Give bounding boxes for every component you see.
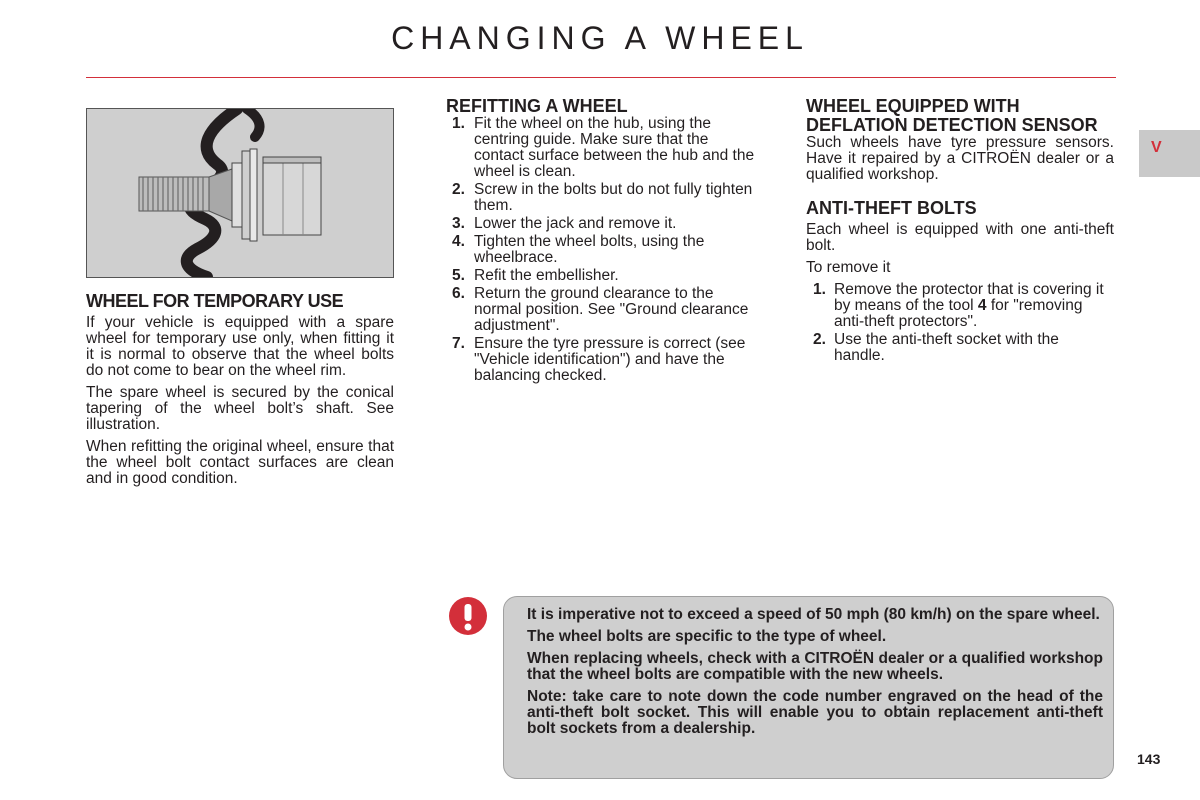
exclamation-warning-icon — [449, 597, 487, 635]
warning-box — [503, 596, 1114, 779]
warning-paragraph: It is imperative not to exceed a speed of 50 mph (80 km/h) on the spare wheel. — [527, 606, 1100, 623]
heading-deflation-sensor: WHEEL EQUIPPED WITH DEFLATION DETECTION SENSOR — [806, 96, 1098, 135]
chapter-tab[interactable] — [1139, 130, 1200, 177]
list-item: 7. Ensure the tyre pressure is correct (see "Vehicle identification") and have the balancing checked. — [452, 335, 746, 384]
chapter-tab-label: V — [1151, 139, 1162, 156]
list-item: 1. Remove the protector that is covering it by means of the tool 4 for "removing anti-theft protectors". — [813, 281, 1104, 330]
refitting-steps — [446, 116, 762, 384]
paragraph: To remove it — [806, 259, 891, 276]
list-item: 1. Fit the wheel on the hub, using the centring guide. Make sure that the contact surface between the hub and the wheel is clean. — [452, 115, 755, 180]
paragraph: If your vehicle is equipped with a spare wheel for temporary use only, when fitting it it is normal to observe that the wheel bolts do not come to bear on the wheel rim. — [86, 314, 394, 379]
list-item: 2. Use the anti-theft socket with the handle. — [813, 331, 1059, 364]
anti-theft-steps — [806, 282, 1114, 364]
page-number: 143 — [1137, 751, 1161, 767]
list-item: 3. Lower the jack and remove it. — [452, 215, 677, 232]
paragraph: Such wheels have tyre pressure sensors. Have it repaired by a CITROËN dealer or a qualified workshop. — [806, 134, 1114, 183]
wheel-bolt-icon — [87, 109, 393, 277]
warning-paragraph: When replacing wheels, check with a CITROËN dealer or a qualified workshop that the wheel bolts are compatible with the new wheels. — [527, 650, 1103, 683]
column-sensor-antitheft — [806, 97, 1114, 366]
heading-refitting: REFITTING A WHEEL — [446, 96, 628, 116]
list-item: 5. Refit the embellisher. — [452, 267, 619, 284]
paragraph: The spare wheel is secured by the conical tapering of the wheel bolt’s shaft. See illustration. — [86, 384, 394, 433]
column-refitting — [446, 97, 762, 386]
paragraph: Each wheel is equipped with one anti-theft bolt. — [806, 221, 1114, 254]
list-item: 6. Return the ground clearance to the normal position. See "Ground clearance adjustment". — [452, 285, 749, 334]
list-item: 4. Tighten the wheel bolts, using the wheelbrace. — [452, 233, 705, 266]
heading-anti-theft: ANTI-THEFT BOLTS — [806, 198, 977, 218]
warning-paragraph: Note: take care to note down the code number engraved on the head of the anti-theft bolt socket. This will enable you to obtain replacement anti-theft bolt sockets from a dealership. — [527, 688, 1103, 737]
warning-paragraph: The wheel bolts are specific to the type of wheel. — [527, 628, 887, 645]
wheel-bolt-illustration — [86, 108, 394, 278]
page-title: CHANGING A WHEEL — [391, 20, 809, 56]
heading-temporary-wheel: WHEEL FOR TEMPORARY USE — [86, 291, 344, 311]
title-divider — [86, 77, 1116, 78]
list-item: 2. Screw in the bolts but do not fully tighten them. — [452, 181, 753, 214]
column-temporary-wheel — [86, 108, 394, 493]
paragraph: When refitting the original wheel, ensure that the wheel bolt contact surfaces are clean and in good condition. — [86, 438, 394, 487]
